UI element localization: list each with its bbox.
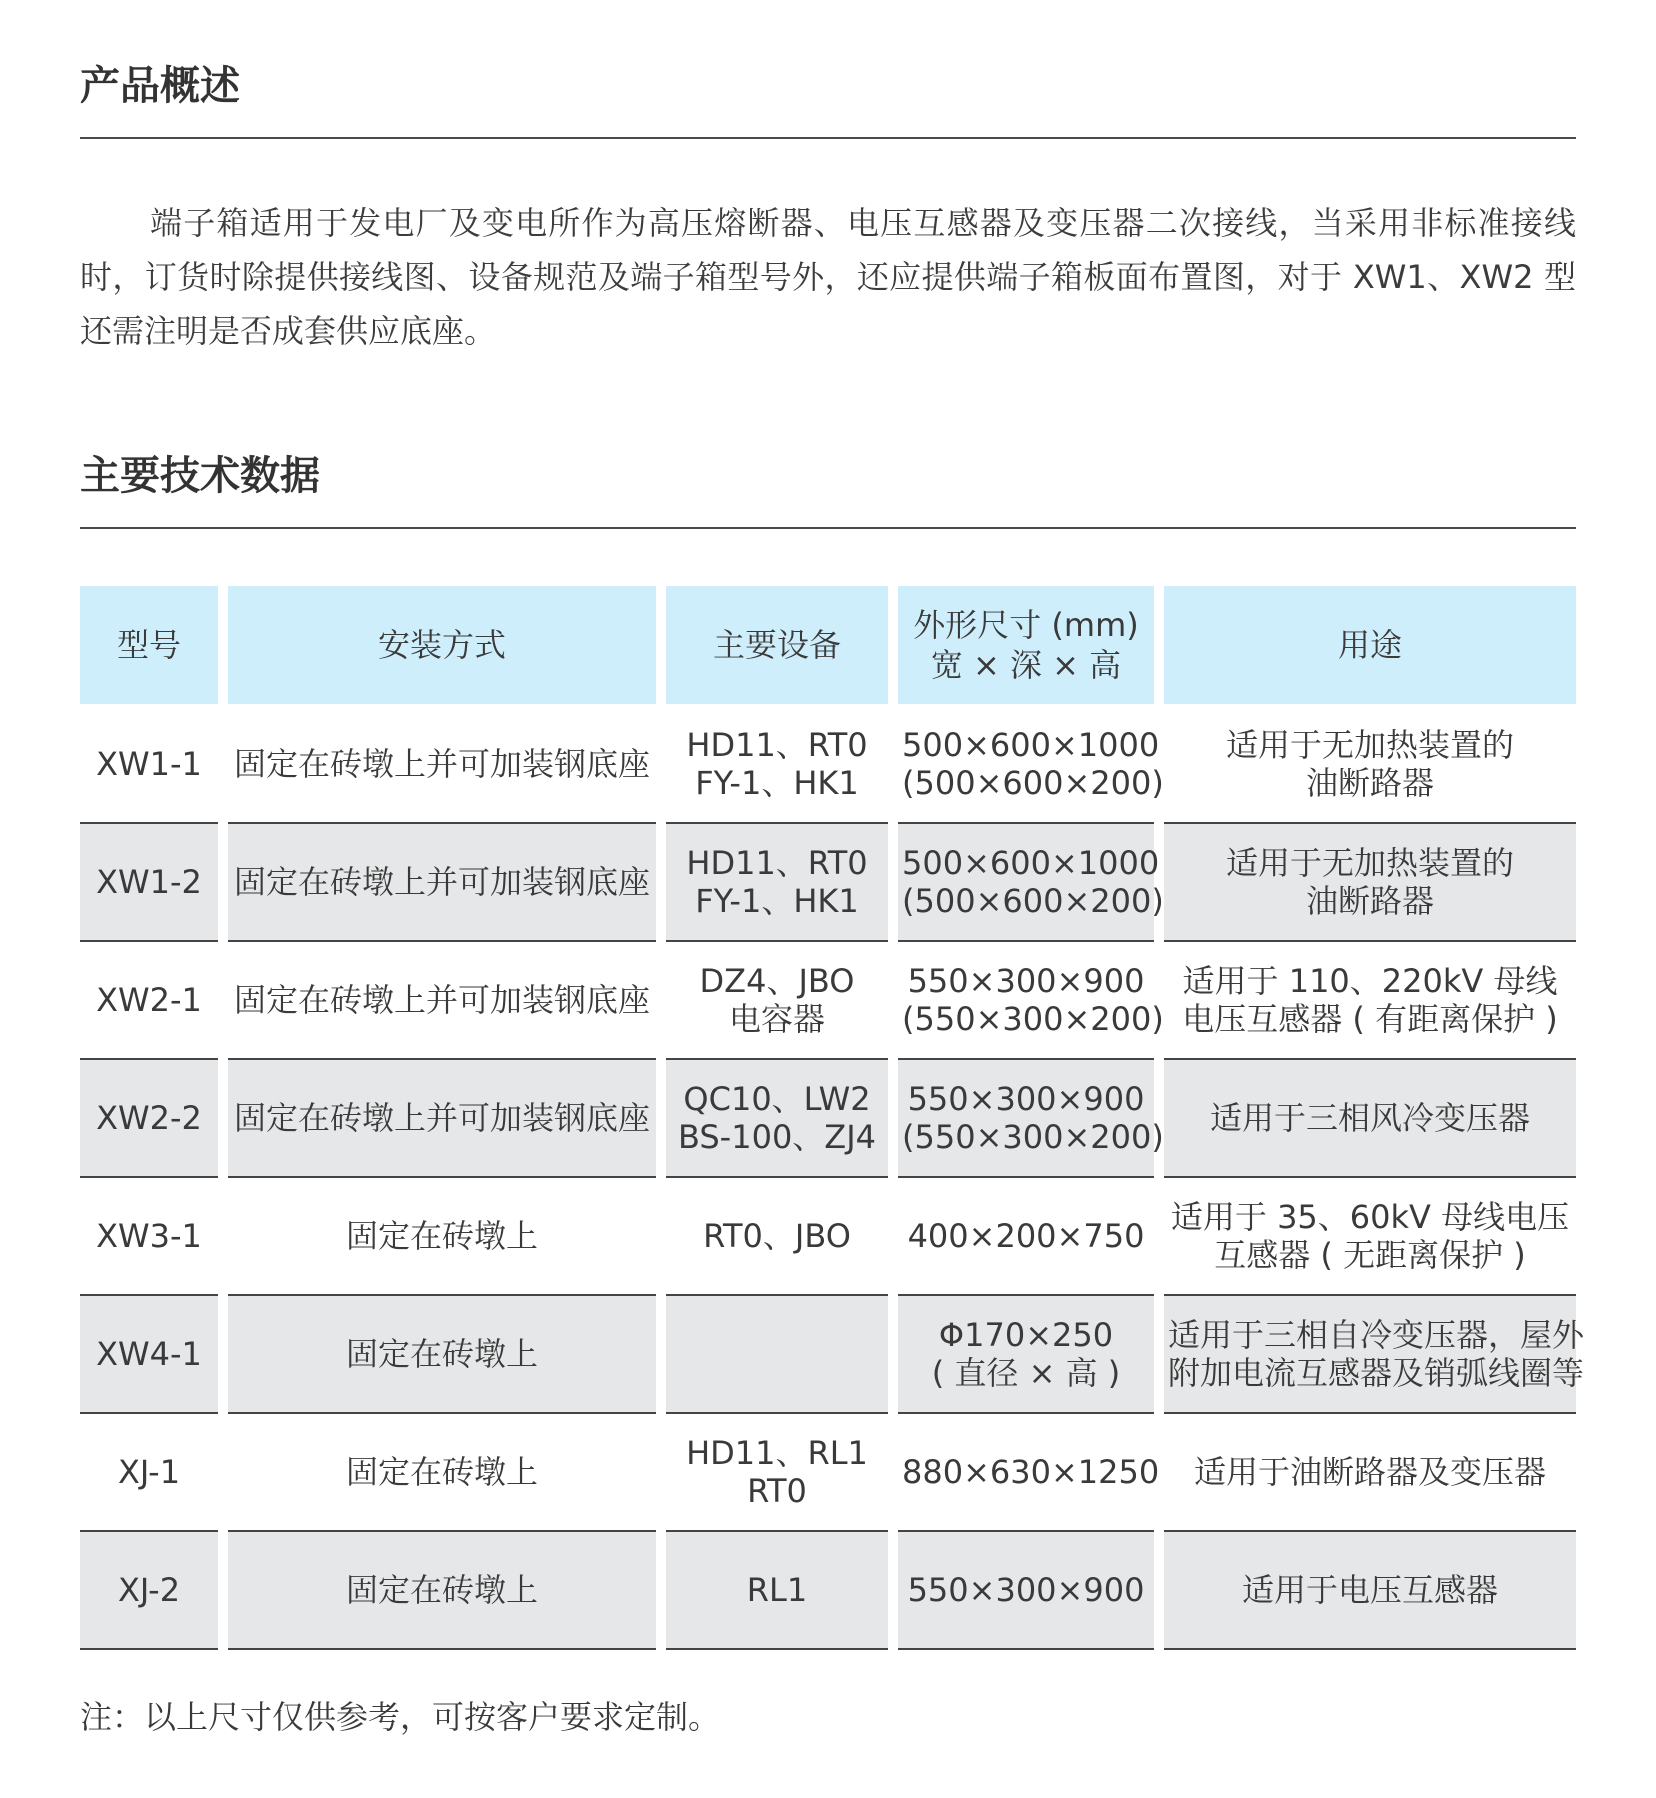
cell-equipment xyxy=(666,1178,888,1296)
table-row xyxy=(80,1532,1576,1650)
cell-equipment xyxy=(666,824,888,942)
cell-size xyxy=(898,1532,1154,1650)
overview-divider xyxy=(80,137,1576,139)
cell-install: 固定在砖墩上并可加装钢底座 xyxy=(228,1060,656,1178)
header-size-line2: 宽 × 深 × 高 xyxy=(930,646,1122,684)
header-equipment: 主要设备 xyxy=(666,586,888,706)
cell-size-line: 550×300×900 xyxy=(907,1080,1145,1118)
cell-size xyxy=(898,1296,1154,1414)
cell-model: XJ-2 xyxy=(80,1532,218,1650)
cell-equipment xyxy=(666,1060,888,1178)
cell-usage xyxy=(1164,1532,1576,1650)
cell-size-line: 880×630×1250 xyxy=(902,1453,1160,1491)
header-model: 型号 xyxy=(80,586,218,706)
cell-model: XW2-1 xyxy=(80,942,218,1060)
cell-usage xyxy=(1164,1414,1576,1532)
table-row xyxy=(80,1296,1576,1414)
cell-install: 固定在砖墩上并可加装钢底座 xyxy=(228,942,656,1060)
cell-usage-line: 适用于三相自冷变压器，屋外 xyxy=(1168,1316,1585,1354)
table-row xyxy=(80,1178,1576,1296)
cell-model: XW1-1 xyxy=(80,706,218,824)
cell-equipment-line: HD11、RL1 xyxy=(686,1434,868,1472)
cell-usage-line: 油断路器 xyxy=(1305,882,1434,920)
header-size xyxy=(898,586,1154,706)
cell-size xyxy=(898,1414,1160,1532)
cell-usage xyxy=(1164,1060,1576,1178)
cell-install: 固定在砖墩上 xyxy=(228,1296,656,1414)
cell-equipment xyxy=(666,1414,888,1532)
overview-paragraph: 端子箱适用于发电厂及变电所作为高压熔断器、电压互感器及变压器二次接线，当采用非标准接线时，订货时除提供接线图、设备规范及端子箱型号外，还应提供端子箱板面布置图，对于 XW1、XW2 型还需注明是否成套供应底座。 xyxy=(80,204,1576,350)
cell-equipment-line: RL1 xyxy=(746,1571,808,1609)
cell-install: 固定在砖墩上 xyxy=(228,1532,656,1650)
cell-usage-line: 适用于电压互感器 xyxy=(1241,1571,1498,1609)
cell-size-line: 500×600×1000 xyxy=(902,844,1160,882)
table-row xyxy=(80,706,1576,824)
cell-size xyxy=(898,1060,1164,1178)
cell-usage-line: 适用于 35、60kV 母线电压 xyxy=(1170,1198,1570,1236)
cell-equipment-line: RT0、JBO xyxy=(703,1217,851,1255)
cell-install: 固定在砖墩上并可加装钢底座 xyxy=(228,824,656,942)
cell-usage xyxy=(1164,706,1576,824)
cell-usage-line: 附加电流互感器及销弧线圈等 xyxy=(1168,1354,1585,1392)
cell-usage-line: 油断路器 xyxy=(1305,764,1434,802)
cell-size-line: (500×600×200) xyxy=(902,882,1164,920)
cell-size-line: (550×300×200) xyxy=(902,1118,1164,1156)
cell-usage xyxy=(1164,942,1576,1060)
header-install: 安装方式 xyxy=(228,586,656,706)
cell-size-line: 500×600×1000 xyxy=(902,726,1160,764)
cell-install: 固定在砖墩上 xyxy=(228,1178,656,1296)
table-row xyxy=(80,1060,1576,1178)
cell-size-line: 550×300×900 xyxy=(907,1571,1145,1609)
cell-usage-line: 适用于无加热装置的 xyxy=(1225,844,1514,882)
cell-equipment-line: QC10、LW2 xyxy=(683,1080,871,1118)
table-row xyxy=(80,824,1576,942)
cell-size-line: (500×600×200) xyxy=(902,764,1164,802)
cell-usage-line: 适用于 110、220kV 母线 xyxy=(1182,962,1558,1000)
spec-table xyxy=(70,586,1586,1650)
cell-usage-line: 适用于三相风冷变压器 xyxy=(1209,1099,1530,1137)
cell-usage-line: 互感器 ( 无距离保护 ) xyxy=(1214,1236,1526,1274)
cell-size-line: 400×200×750 xyxy=(907,1217,1145,1255)
cell-equipment xyxy=(666,706,888,824)
specs-title: 主要技术数据 xyxy=(80,453,320,499)
cell-usage-line: 电压互感器 ( 有距离保护 ) xyxy=(1182,1000,1558,1038)
cell-equipment-line: 电容器 xyxy=(728,1000,825,1038)
cell-model: XW1-2 xyxy=(80,824,218,942)
cell-model: XJ-1 xyxy=(80,1414,218,1532)
table-header-row xyxy=(80,586,1576,706)
header-size-line1: 外形尺寸 (mm) xyxy=(913,606,1139,644)
table-row xyxy=(80,1414,1576,1532)
cell-usage xyxy=(1164,1296,1585,1414)
cell-usage xyxy=(1164,824,1576,942)
cell-equipment-line: FY-1、HK1 xyxy=(695,882,859,920)
cell-equipment xyxy=(666,942,888,1060)
cell-size xyxy=(898,942,1164,1060)
cell-model: XW4-1 xyxy=(80,1296,218,1414)
cell-size-line: (550×300×200) xyxy=(902,1000,1164,1038)
table-row xyxy=(80,942,1576,1060)
cell-usage-line: 适用于无加热装置的 xyxy=(1225,726,1514,764)
header-usage: 用途 xyxy=(1164,586,1576,706)
cell-equipment xyxy=(666,1296,888,1414)
cell-equipment-line: DZ4、JBO xyxy=(699,962,855,1000)
cell-equipment-line: RT0 xyxy=(747,1472,807,1510)
cell-install: 固定在砖墩上 xyxy=(228,1414,656,1532)
specs-divider xyxy=(80,527,1576,529)
cell-size-line: Φ170×250 xyxy=(938,1316,1114,1354)
cell-equipment-line: HD11、RT0 xyxy=(686,726,868,764)
footnote: 注：以上尺寸仅供参考，可按客户要求定制。 xyxy=(80,1698,721,1736)
cell-equipment-line: BS-100、ZJ4 xyxy=(677,1118,877,1156)
cell-model: XW3-1 xyxy=(80,1178,218,1296)
cell-usage-line: 适用于油断路器及变压器 xyxy=(1193,1453,1546,1491)
cell-size xyxy=(898,824,1164,942)
cell-size xyxy=(898,706,1164,824)
cell-size-line: ( 直径 × 高 ) xyxy=(931,1354,1121,1392)
overview-title: 产品概述 xyxy=(80,63,240,109)
cell-size xyxy=(898,1178,1154,1296)
cell-usage xyxy=(1164,1178,1576,1296)
cell-size-line: 550×300×900 xyxy=(907,962,1145,1000)
cell-equipment-line: FY-1、HK1 xyxy=(695,764,859,802)
cell-equipment xyxy=(666,1532,888,1650)
cell-install: 固定在砖墩上并可加装钢底座 xyxy=(228,706,656,824)
cell-equipment-line: HD11、RT0 xyxy=(686,844,868,882)
table-body xyxy=(80,706,1585,1650)
cell-model: XW2-2 xyxy=(80,1060,218,1178)
